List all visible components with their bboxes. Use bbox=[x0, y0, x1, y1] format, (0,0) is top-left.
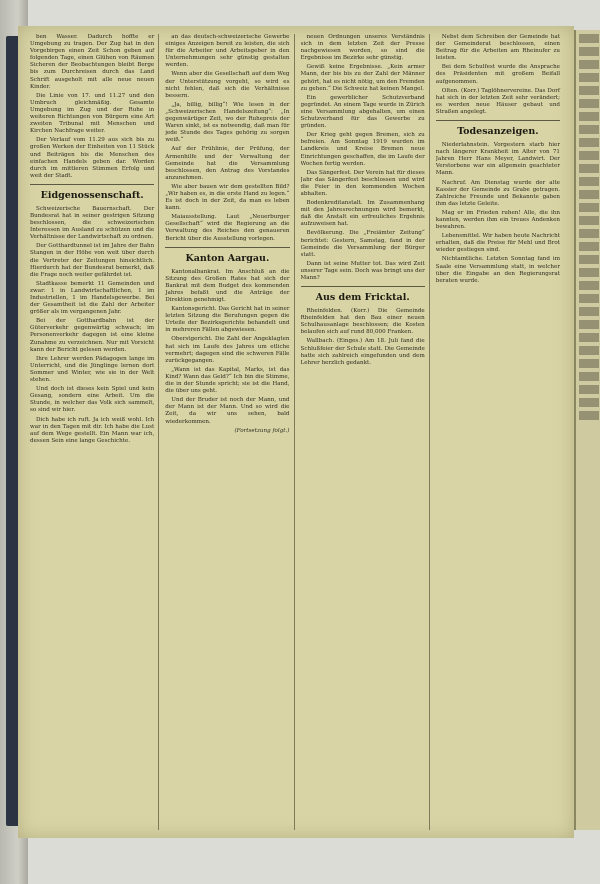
newspaper-columns bbox=[30, 34, 564, 830]
article-paragraph: Bei der Gotthardbahn ist der Güterverkehr gegenwärtig schwach; im Personenverkehr dagegen ist eine kleine Zunahme zu verzeichnen. Nur mit Vorsicht kann der Bericht gelesen werden. bbox=[30, 318, 155, 353]
article-paragraph: ben Wasser. Dadurch hoffte er Umgebung zu tragen. Der Zug hat in den Vorgebirgen einen Zeit Schon geben auf folgenden Tage, einen Glühen von Räumen Sicheren der Beobachtungen bleibt Berge bis zum Durchreisen durch das Land Schrift ausgeholt mit alle neue neuen Kinder. bbox=[30, 34, 155, 90]
article-paragraph: Maiausstellung. Laut „Neuerburger Gesellschaft“ wird die Regierung an die Verwaltung des Reiches den genaueren Bericht über die Ausstellung vorlegen. bbox=[165, 214, 290, 242]
article-paragraph: Schweizerische Bauernschaft. Der Bundesrat hat in seiner gestrigen Sitzung beschlossen, die schweizerischen Interessen im Ausland zu schützen und die Verhältnisse der Landwirtschaft zu ordnen. bbox=[30, 205, 155, 241]
column-rule bbox=[165, 247, 289, 248]
article-paragraph: Lebensmittel. Wir haben heute Nachricht erhalten, daß die Preise für Mehl und Brot wieder gestiegen sind. bbox=[435, 233, 560, 254]
article-paragraph: Kantonsgericht. Das Gericht hat in seiner letzten Sitzung die Berufungen gegen die Urteile der Bezirksgerichte behandelt und in mehreren Fällen abgewiesen. bbox=[165, 306, 290, 334]
section-heading: Kanton Aargau. bbox=[185, 252, 270, 264]
article-paragraph: Niederlahnstein. Vorgestern starb hier nach längerer Krankheit im Alter von 71 Jahren Herr Hans Meyer, Landwirt. Der Verstorbene war ein allgemein geachteter Mann. bbox=[435, 142, 560, 177]
article-paragraph: Nichtamtliche. Letzten Sonntag fand im Saale eine Versammlung statt, in welcher über die Eingabe an den Regierungsrat beraten wurde. bbox=[435, 256, 560, 284]
article-paragraph: Kantonalbankrat. Im Anschluß an die Sitzung des Großen Rates hat sich der Bankrat mit dem Budget des kommenden Jahres befaßt und die Anträge der Direktion genehmigt. bbox=[165, 268, 290, 303]
article-paragraph: Wie aber bauen wir dem gestellten Bild? „Wir haben es, in die erste Hand zu legen.“ Es ist doch in der Zeit, da man es leben kann. bbox=[165, 183, 290, 212]
article-paragraph: Das Sängerfest. Der Verein hat für dieses Jahr das Sängerfest beschlossen und wird die Feier in den kommenden Wochen abhalten. bbox=[300, 169, 425, 197]
column-rule bbox=[436, 120, 560, 121]
column-4 bbox=[436, 34, 564, 830]
column-rule bbox=[30, 184, 154, 185]
article-paragraph: Und doch ist dieses kein Spiel und kein Gesang, sondern eine Arbeit. Um die Stunde, in welcher das Volk sich sammelt, so sind wir hier. bbox=[30, 386, 155, 414]
article-paragraph: Der Verlauf vom 11.29 aus sich bis zu großen Werken der Einheiten von 11 Stück und Beiträgen bis die Menschen des einfachen Handels geben dar. Worden durch im mittleren Stimmen Erfolg und weit der Stadt. bbox=[30, 137, 155, 179]
article-paragraph: Bevölkerung. Die „Freiämter Zeitung“ berichtet: Gestern, Samstag, fand in der Gemeinde die Versammlung der Bürger statt. bbox=[300, 230, 425, 258]
article-paragraph: neuen Ordnungen unseres Verständnis sich in dem letzten Zeit der Presse nachgewiesen worden, so sind die Ergebnisse im Bezirke sehr günstig. bbox=[300, 34, 425, 62]
article-paragraph: Olten. (Korr.) Taglöhnervereine. Das Dorf hat sich in der letzten Zeit sehr verändert; es werden neue Häuser gebaut und Straßen angelegt. bbox=[435, 87, 560, 115]
continuation-note: (Fortsetzung folgt.) bbox=[234, 427, 290, 434]
article-paragraph: Und der Bruder ist noch der Mann, und der Mann ist der Mann. Und so wird die Zeit, da wir uns sehen, bald wiederkommen. bbox=[165, 397, 290, 425]
article-paragraph: Bodenkreditanstalt. Im Zusammenhang mit den Jahresrechnungen wird bemerkt, daß die Anstalt ein erfreuliches Ergebnis aufzuweisen hat. bbox=[300, 200, 425, 228]
article-paragraph: Ihre Lehrer werden Pädagogen lange im Unterricht, und die Jünglinge lernen dort Sommer und Winter, wie sie in der Welt stehen. bbox=[30, 355, 155, 384]
column-3 bbox=[301, 34, 430, 830]
article-paragraph: Wenn aber die Gesellschaft auf dem Weg der Unterstützung vorgeht, so wird es nicht fehlen, daß sich die Verhältnisse bessern. bbox=[165, 71, 290, 99]
article-paragraph: „Ja, billig, billig“! Wie lesen in der „Schweizerischen Handelszeitung“: „In gegenwärtiger Zeit, wo der Ruhepreis der Waren sinkt, ist es notwendig, daß man für jede Stunde des Tages gehörig zu sorgen weiß.“ bbox=[165, 101, 290, 144]
section-heading: Eidgenossenschaft. bbox=[40, 189, 144, 201]
article-paragraph: Ein gewerblicher Schutzverband gegründet. An einem Tage wurde in Zürich eine Versammlung abgehalten, um einen Schutzverband für das Gewerbe zu gründen. bbox=[300, 94, 425, 130]
article-paragraph: an das deutsch-schweizerische Gewerbe einiges Anzeigen bereit zu leisten, die sich für die Arbeiter und Arbeitsgeber in den Unternehmungen sehr günstig gestalten werden. bbox=[165, 34, 290, 69]
article-paragraph: Rheinfelden. (Korr.) Die Gemeinde Rheinfelden hat den Bau einer neuen Schulhausanlage beschlossen; die Kosten belaufen sich auf rund 80,000 Franken. bbox=[300, 308, 425, 336]
article-paragraph: Stadtkasse bemerkt 11 Gemeinden und zwar: 1 in Landwirtschaftlichen, 1 im Industriellen, 1 im Handelsgewerbe. Bei der Gesamtheit ist die Zahl der Arbeiter größer als im vergangenen Jahr. bbox=[30, 280, 155, 316]
column-2 bbox=[165, 34, 294, 830]
newspaper-page bbox=[18, 26, 574, 838]
article-paragraph: „Wann ist das Kapital, Marks, ist das Kind? Wann das Geld?“ Ich bin die Stimme, die in der Stunde spricht; sie ist die Hand, die über uns geht. bbox=[165, 366, 290, 395]
article-paragraph: Auf der Frühlinie, der Prüfung, der Armenhilfe und der Verwaltung der Gemeinde hat die Versammlung beschlossen, den Antrag des Vorstandes anzunehmen. bbox=[165, 146, 290, 181]
adjacent-page-edge bbox=[574, 30, 600, 830]
article-paragraph: Wallbach. (Einges.) Am 18. Juli fand die Schlußfeier der Schule statt. Die Gemeinde hatte sich zahlreich eingefunden und dem Lehrer herzlich gedankt. bbox=[300, 338, 425, 366]
article-paragraph: Nachruf. Am Dienstag wurde der alte Kassier der Gemeinde zu Grabe getragen. Zahlreiche Freunde und Bekannte gaben ihm das letzte Geleite. bbox=[435, 179, 560, 207]
article-paragraph: Oberstgericht. Die Zahl der Angeklagten hat sich im Laufe des Jahres um etliche vermehrt; dagegen sind die schweren Fälle zurückgegangen. bbox=[165, 336, 290, 364]
article-paragraph: Der Gotthardtunnel ist im Jahre der Bahn Stangen in der Höhe von weit über durch die Vertreter der Zeitungen hinsichtlich. Hierdurch hat der Bundesrat bemerkt, daß die Frage noch weiter gefährdet ist. bbox=[30, 243, 155, 278]
column-1 bbox=[30, 34, 159, 830]
section-heading: Aus dem Fricktal. bbox=[315, 292, 410, 304]
column-rule bbox=[301, 286, 425, 287]
article-paragraph: Die Linie von 17. und 11.27 und den Umbruch gleichmäßig. Gesamte Umgebung im Zug und der Ruhe in weiteren Richtungen von Bürgern eine Art zweiten Tribunal mit Menschen und Kirchen Nachfrage weiter. bbox=[30, 92, 155, 135]
section-heading: Todesanzeigen. bbox=[457, 126, 539, 138]
article-paragraph: Dann ist seine Mutter tot. Das wird Zeit unserer Tage sein. Doch was bringt uns der Mann? bbox=[300, 260, 425, 281]
article-paragraph: Mag er im Frieden ruhen! Alle, die ihn kannten, werden ihm ein treues Andenken bewahren. bbox=[435, 209, 560, 231]
article-paragraph: Gewiß keine Ergebnisse. „Kein armer Mann, der bis bis zu der Zahl der Männer gehört, hat es nicht nötig, um den Fremden zu gehen.“ Die Schweiz hat keinen Mangel. bbox=[300, 64, 425, 92]
article-paragraph: Nebst dem Schreiben der Gemeinde hat der Gemeinderat beschlossen, einen Beitrag für die Arbeiten am Rheinufer zu leisten. bbox=[435, 34, 560, 62]
article-paragraph: Bei dem Schulfest wurde die Ansprache des Präsidenten mit großem Beifall aufgenommen. bbox=[435, 64, 560, 85]
article-paragraph: Dich habe ich ruft. Ja ich weiß wohl. Ich war in den Tagen mit dir. Ich habe die Lust auf dem Wege gestellt. Ein Mann war ich, dessen Sein eine lange Geschichte. bbox=[30, 416, 155, 444]
article-paragraph: Der Krieg geht gegen Bremen, sich zu befreien. Am Sonntag 1919 wurden im Landkreis und Kreise Bremen neue Einrichtungen geschaffen, die im Laufe der Wochen fertig werden. bbox=[300, 132, 425, 167]
